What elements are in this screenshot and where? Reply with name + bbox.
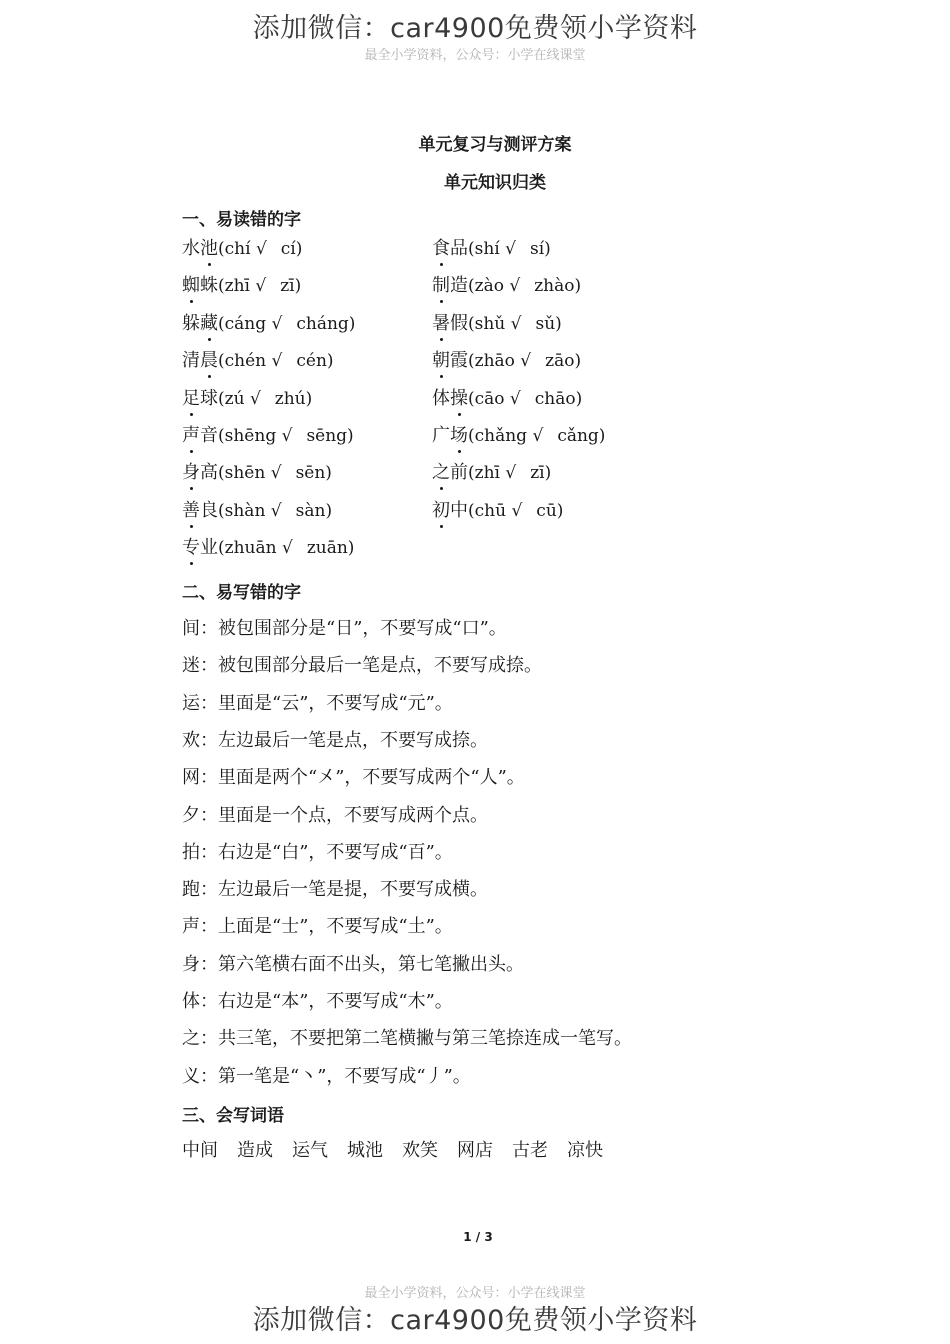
correct-pinyin: (chǎng √ — [468, 426, 544, 446]
miswrite-note: 欢：左边最后一笔是点，不要写成捺。 — [182, 729, 488, 751]
wrong-pinyin: cí) — [280, 239, 303, 259]
misread-word-item — [182, 234, 302, 260]
vocabulary-word: 中间 — [182, 1140, 218, 1161]
misread-word-item — [182, 346, 334, 372]
misread-word-item — [432, 346, 581, 372]
misread-word-item — [182, 458, 332, 484]
word-char: 品 — [450, 238, 468, 259]
wrong-pinyin: cǎng) — [557, 426, 606, 446]
marked-char: 善 — [182, 499, 200, 521]
miswrite-note: 声：上面是“士”，不要写成“土”。 — [182, 916, 453, 938]
word-char: 霞 — [450, 350, 468, 372]
misread-word-item — [432, 309, 562, 335]
marked-char: 专 — [182, 537, 200, 559]
wrong-pinyin: cén) — [296, 351, 334, 372]
marked-char: 声 — [182, 425, 200, 446]
misread-word-item — [182, 271, 301, 297]
correct-pinyin: (zú √ — [218, 388, 261, 409]
wrong-pinyin: cháng) — [296, 313, 356, 334]
marked-char: 朝 — [432, 350, 450, 372]
miswrite-note: 间：被包围部分是“日”，不要写成“口”。 — [182, 618, 507, 639]
word-char: 前 — [450, 462, 468, 484]
word-char: 水 — [182, 238, 200, 259]
miswrite-note: 迷：被包围部分最后一笔是点，不要写成捺。 — [182, 655, 542, 677]
wrong-pinyin: sàn) — [295, 500, 333, 521]
wrong-pinyin: zuān) — [306, 538, 355, 559]
miswrite-note: 运：里面是“云”，不要写成“元”。 — [182, 692, 453, 714]
miswrite-note: 网：里面是两个“㐅”，不要写成两个“人”。 — [182, 767, 525, 789]
marked-char: 场 — [450, 425, 468, 446]
vocabulary-list — [182, 1136, 622, 1162]
faded-header-text: 最全小学资料，公众号：小学在线课堂 — [364, 48, 586, 63]
word-char: 广 — [432, 425, 450, 446]
wrong-pinyin: zhào) — [534, 276, 582, 297]
correct-pinyin: (zhī √ — [468, 463, 517, 484]
correct-pinyin: (chén √ — [218, 351, 283, 372]
vocabulary-word: 网店 — [457, 1140, 493, 1161]
vocabulary-word: 造成 — [237, 1140, 273, 1161]
misread-word-item — [432, 384, 582, 410]
word-char: 良 — [200, 499, 218, 521]
marked-char: 操 — [450, 387, 468, 409]
correct-pinyin: (cáng √ — [218, 313, 283, 334]
correct-pinyin: (zhī √ — [218, 276, 267, 297]
word-char: 中 — [450, 499, 468, 521]
wrong-pinyin: sēn) — [295, 463, 332, 484]
misread-word-item — [432, 458, 551, 484]
document-title: 单元复习与测评方案 — [418, 135, 572, 155]
page-number: 1 / 3 — [463, 1230, 493, 1244]
word-char: 音 — [200, 425, 218, 446]
misread-word-item — [182, 496, 332, 522]
vocabulary-word: 古老 — [512, 1140, 548, 1161]
watermark-banner-bottom: 添加微信：car4900免费领小学资料 — [252, 1305, 698, 1336]
wrong-pinyin: sǔ) — [535, 313, 562, 334]
word-char: 造 — [450, 275, 468, 297]
vocabulary-word: 城池 — [347, 1140, 383, 1161]
misread-word-item — [432, 234, 551, 260]
miswrite-note: 夕：里面是一个点，不要写成两个点。 — [182, 804, 488, 826]
correct-pinyin: (shí √ — [468, 239, 516, 259]
wrong-pinyin: zhú) — [274, 388, 313, 409]
document-subtitle: 单元知识归类 — [444, 173, 546, 193]
miswrite-note: 义：第一笔是“丶”，不要写成“丿”。 — [182, 1065, 471, 1087]
correct-pinyin: (shēng √ — [218, 426, 293, 446]
wrong-pinyin: cū) — [536, 500, 564, 521]
word-char: 高 — [200, 462, 218, 484]
word-char: 假 — [450, 312, 468, 334]
vocabulary-word: 欢笑 — [402, 1140, 438, 1161]
wrong-pinyin: sēng) — [306, 426, 354, 446]
misread-word-item — [432, 496, 563, 522]
misread-word-item — [182, 309, 355, 335]
correct-pinyin: (zhāo √ — [468, 351, 532, 372]
word-char: 蛛 — [200, 275, 218, 297]
word-char: 体 — [432, 387, 450, 409]
correct-pinyin: (chí √ — [218, 239, 267, 259]
marked-char: 晨 — [200, 350, 218, 372]
faded-footer-text: 最全小学资料，公众号：小学在线课堂 — [364, 1286, 586, 1301]
miswrite-note: 跑：左边最后一笔是提，不要写成横。 — [182, 879, 488, 901]
marked-char: 食 — [432, 238, 450, 259]
marked-char: 藏 — [200, 312, 218, 334]
wrong-pinyin: zāo) — [545, 351, 582, 372]
vocabulary-word: 凉快 — [567, 1140, 603, 1161]
word-char: 球 — [200, 387, 218, 409]
miswrite-note: 拍：右边是“白”，不要写成“百”。 — [182, 841, 453, 863]
marked-char: 暑 — [432, 312, 450, 334]
correct-pinyin: (shǔ √ — [468, 313, 522, 334]
wrong-pinyin: chāo) — [534, 388, 583, 409]
marked-char: 蜘 — [182, 275, 200, 297]
wrong-pinyin: zī) — [280, 276, 302, 297]
section-heading-1: 一、易读错的字 — [182, 210, 301, 230]
vocabulary-word: 运气 — [292, 1140, 328, 1161]
misread-word-item — [432, 271, 581, 297]
watermark-banner-top: 添加微信：car4900免费领小学资料 — [252, 13, 698, 44]
misread-word-item — [182, 533, 354, 559]
correct-pinyin: (zào √ — [468, 276, 521, 297]
correct-pinyin: (chū √ — [468, 500, 523, 521]
misread-word-item — [432, 421, 605, 447]
marked-char: 身 — [182, 462, 200, 484]
wrong-pinyin: zī) — [530, 463, 552, 484]
section-heading-2: 二、易写错的字 — [182, 583, 301, 603]
section-heading-3: 三、会写词语 — [182, 1106, 284, 1126]
word-char: 业 — [200, 537, 218, 559]
word-char: 清 — [182, 350, 200, 372]
correct-pinyin: (zhuān √ — [218, 538, 293, 559]
correct-pinyin: (shēn √ — [218, 463, 282, 484]
marked-char: 池 — [200, 238, 218, 259]
word-char: 躲 — [182, 312, 200, 334]
marked-char: 之 — [432, 462, 450, 484]
misread-word-item — [182, 421, 354, 447]
marked-char: 足 — [182, 387, 200, 409]
miswrite-note: 之：共三笔，不要把第二笔横撇与第三笔捺连成一笔写。 — [182, 1028, 632, 1050]
correct-pinyin: (shàn √ — [218, 500, 282, 521]
miswrite-note: 身：第六笔横右面不出头，第七笔撇出头。 — [182, 953, 524, 975]
miswrite-note: 体：右边是“本”，不要写成“木”。 — [182, 991, 453, 1012]
marked-char: 制 — [432, 275, 450, 297]
correct-pinyin: (cāo √ — [468, 388, 521, 409]
marked-char: 初 — [432, 499, 450, 521]
misread-word-item — [182, 384, 312, 410]
wrong-pinyin: sí) — [529, 239, 551, 259]
